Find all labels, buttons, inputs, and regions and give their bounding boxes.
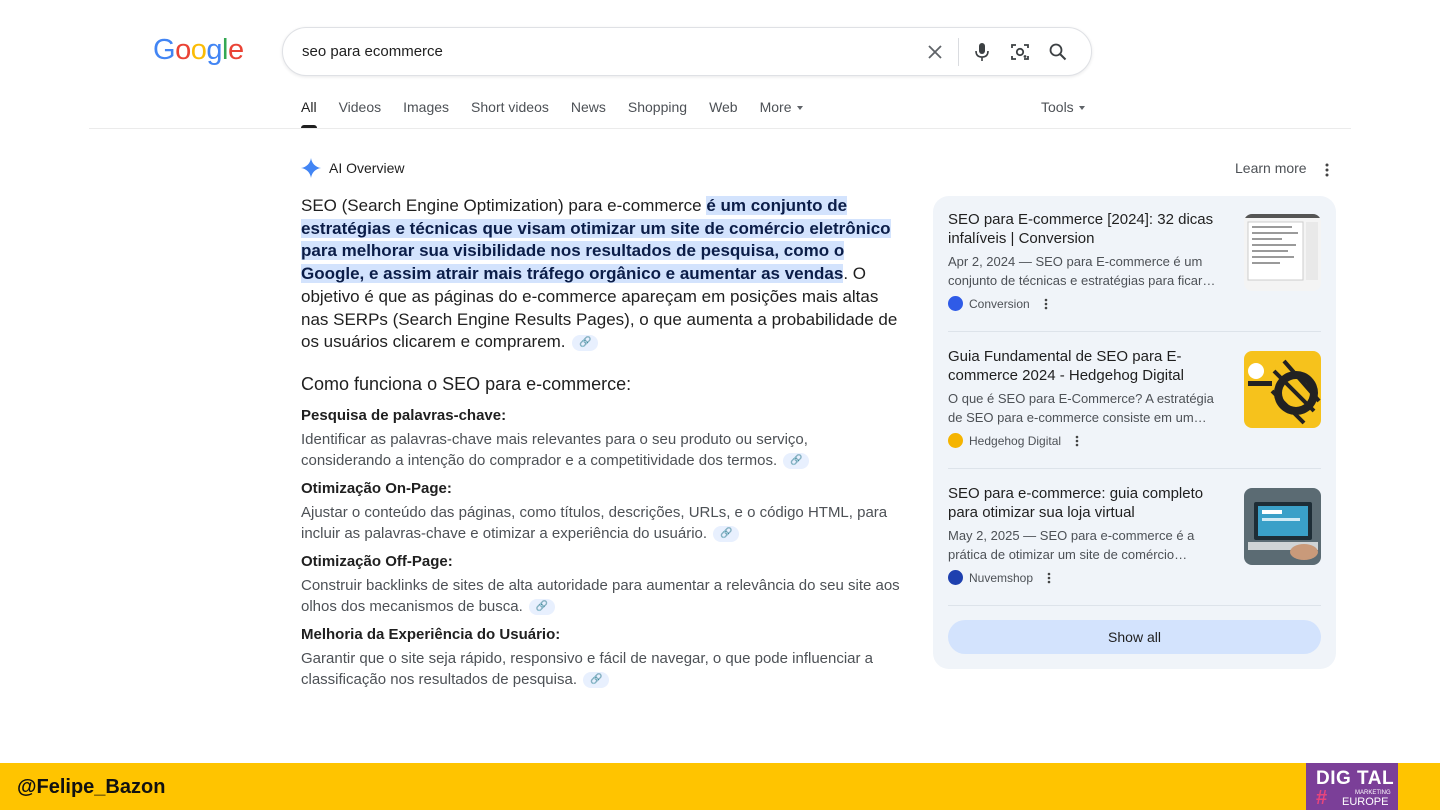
search-divider (958, 38, 959, 66)
footer-bar (0, 763, 1440, 810)
search-icon[interactable] (1039, 33, 1077, 71)
chevron-down-icon (797, 106, 803, 110)
source-site-name: Nuvemshop (969, 570, 1034, 585)
digital-marketing-europe-logo (1306, 763, 1398, 810)
ai-overview-header (301, 158, 404, 178)
tab-news[interactable] (571, 99, 606, 128)
tab-label: Videos (338, 99, 382, 115)
camera-lens-icon[interactable] (1001, 33, 1039, 71)
card-divider (948, 605, 1321, 606)
author-handle (17, 776, 165, 799)
list-item-title: Melhoria da Experiência do Usuário: (301, 626, 561, 643)
link-icon[interactable]: 🔗 (583, 672, 609, 688)
list-item-desc (301, 502, 901, 544)
list-item-text: Identificar as palavras-chave mais relevantes para o seu produto ou serviço, considerando a intenção do comprador e a competitividade dos termos. (301, 431, 808, 469)
logo-letter: e (227, 34, 244, 66)
tab-label: Short videos (471, 99, 549, 115)
source-title[interactable]: Guia Fundamental de SEO para E-commerce 2024 - Hedgehog Digital (948, 348, 1184, 384)
link-icon[interactable]: 🔗 (572, 335, 598, 351)
tools-label: Tools (1041, 99, 1074, 115)
more-options-icon[interactable] (1042, 297, 1050, 311)
card-divider (948, 468, 1321, 469)
tab-images[interactable] (403, 99, 449, 128)
tab-all[interactable] (301, 99, 317, 128)
link-icon[interactable]: 🔗 (783, 453, 809, 469)
microphone-icon[interactable] (963, 33, 1001, 71)
list-item-title: Otimização Off-Page: (301, 553, 453, 570)
brand-top: DIG TAL (1316, 768, 1395, 789)
source-snippet: O que é SEO para E-Commerce? A estratégia de SEO para e-commerce consiste em um… (948, 391, 1214, 425)
sources-panel (933, 196, 1336, 669)
source-title[interactable]: SEO para e-commerce: guia completo para otimizar sua loja virtual (948, 485, 1204, 521)
tab-more[interactable] (760, 99, 803, 128)
source-card[interactable] (948, 196, 1321, 333)
list-item-desc (301, 575, 901, 617)
header-divider (89, 128, 1351, 129)
tab-label: Web (709, 99, 738, 115)
source-site (948, 570, 1053, 585)
source-title[interactable]: SEO para E-commerce [2024]: 32 dicas infalíveis | Conversion (948, 211, 1214, 247)
summary-rest: . O objetivo é que as páginas do e-commerce apareçam em posições mais altas nas SERPs (Search Engine Results Pages), o que aumenta a probabilidade de os usuários clicarem e comprarem. (301, 264, 898, 352)
show-all-button[interactable]: Show all (948, 620, 1321, 654)
list-item-title: Otimização On-Page: (301, 480, 452, 497)
more-options-icon[interactable] (1073, 434, 1081, 448)
more-options-icon[interactable] (1045, 571, 1053, 585)
brand-bottom: EUROPE (1342, 796, 1389, 808)
clear-icon[interactable] (916, 33, 954, 71)
brand-hash: # (1316, 787, 1328, 809)
card-divider (948, 331, 1321, 332)
at-symbol: @ (17, 776, 37, 798)
ai-overview-list (301, 406, 901, 698)
list-item-title: Pesquisa de palavras-chave: (301, 407, 507, 424)
ai-overview-summary (301, 195, 901, 354)
tab-label: All (301, 99, 317, 115)
logo-letter: g (206, 34, 222, 66)
tab-shopping[interactable] (628, 99, 687, 128)
google-logo[interactable] (153, 33, 244, 67)
author-name: Felipe_Bazon (36, 776, 166, 798)
link-icon[interactable]: 🔗 (713, 526, 739, 542)
list-item-text: Construir backlinks de sites de alta autoridade para aumentar a relevância do seu site aos olhos dos mecanismos de busca. (301, 577, 900, 615)
source-card[interactable] (948, 333, 1321, 470)
list-item-text: Ajustar o conteúdo das páginas, como títulos, descrições, URLs, e o código HTML, para incluir as palavras-chave e otimizar a experiência do usuário. (301, 504, 888, 542)
logo-letter: l (221, 34, 228, 66)
tab-label: Images (403, 99, 450, 115)
conversion-icon (948, 296, 963, 311)
source-thumbnail (1244, 488, 1321, 565)
source-thumbnail (1244, 214, 1321, 291)
source-site-name: Hedgehog Digital (969, 433, 1062, 448)
tab-videos[interactable] (339, 99, 382, 128)
source-snippet: Apr 2, 2024 — SEO para E-commerce é um conjunto de técnicas e estratégias para ficar… (948, 254, 1216, 288)
logo-letter: o (175, 34, 191, 66)
list-item-text: Garantir que o site seja rápido, responsivo e fácil de navegar, o que pode influenciar a classificação nos resultados de pesquisa. (301, 650, 874, 688)
search-input[interactable] (302, 28, 902, 75)
gemini-sparkle-icon (301, 158, 321, 178)
list-item (301, 406, 901, 471)
chevron-down-icon (1079, 106, 1085, 110)
ai-overview-subheading: Como funciona o SEO para e-commerce: (301, 374, 632, 394)
tab-label: News (570, 99, 606, 115)
summary-highlight: é um conjunto de estratégias e técnicas que visam otimizar um site de comércio eletrônico para melhorar sua visibilidade nos resultados de pesquisa, como o Google, e assim atrair mais tráfego orgânico e aumentar as vendas (301, 196, 891, 284)
tools-button[interactable] (1041, 99, 1085, 115)
learn-more-link[interactable]: Learn more (1235, 160, 1307, 176)
logo-letter: G (153, 34, 176, 66)
more-options-icon[interactable] (1318, 160, 1336, 180)
list-item (301, 625, 901, 690)
tab-label: Shopping (627, 99, 688, 115)
source-card[interactable] (948, 470, 1321, 607)
tab-label: More (759, 99, 792, 115)
brand-mid: MARKETING (1355, 790, 1391, 796)
ai-overview-label: AI Overview (329, 160, 405, 176)
tab-short-videos[interactable] (471, 99, 549, 128)
search-tabs (301, 99, 825, 128)
search-actions (916, 28, 1077, 75)
search-box (282, 27, 1092, 76)
link-icon[interactable]: 🔗 (529, 599, 555, 615)
hedgehog-icon (948, 433, 963, 448)
list-item-desc (301, 429, 901, 471)
source-thumbnail (1244, 351, 1321, 428)
source-snippet: May 2, 2025 — SEO para e-commerce é a prática de otimizar um site de comércio… (948, 528, 1195, 562)
nuvemshop-icon (948, 570, 963, 585)
list-item (301, 479, 901, 544)
tab-web[interactable] (709, 99, 738, 128)
summary-lead: SEO (Search Engine Optimization) para e-commerce (301, 196, 707, 215)
list-item (301, 552, 901, 617)
source-site (948, 433, 1081, 448)
source-site-name: Conversion (969, 296, 1030, 311)
logo-letter: o (190, 34, 207, 66)
list-item-desc (301, 648, 901, 690)
source-site (948, 296, 1050, 311)
